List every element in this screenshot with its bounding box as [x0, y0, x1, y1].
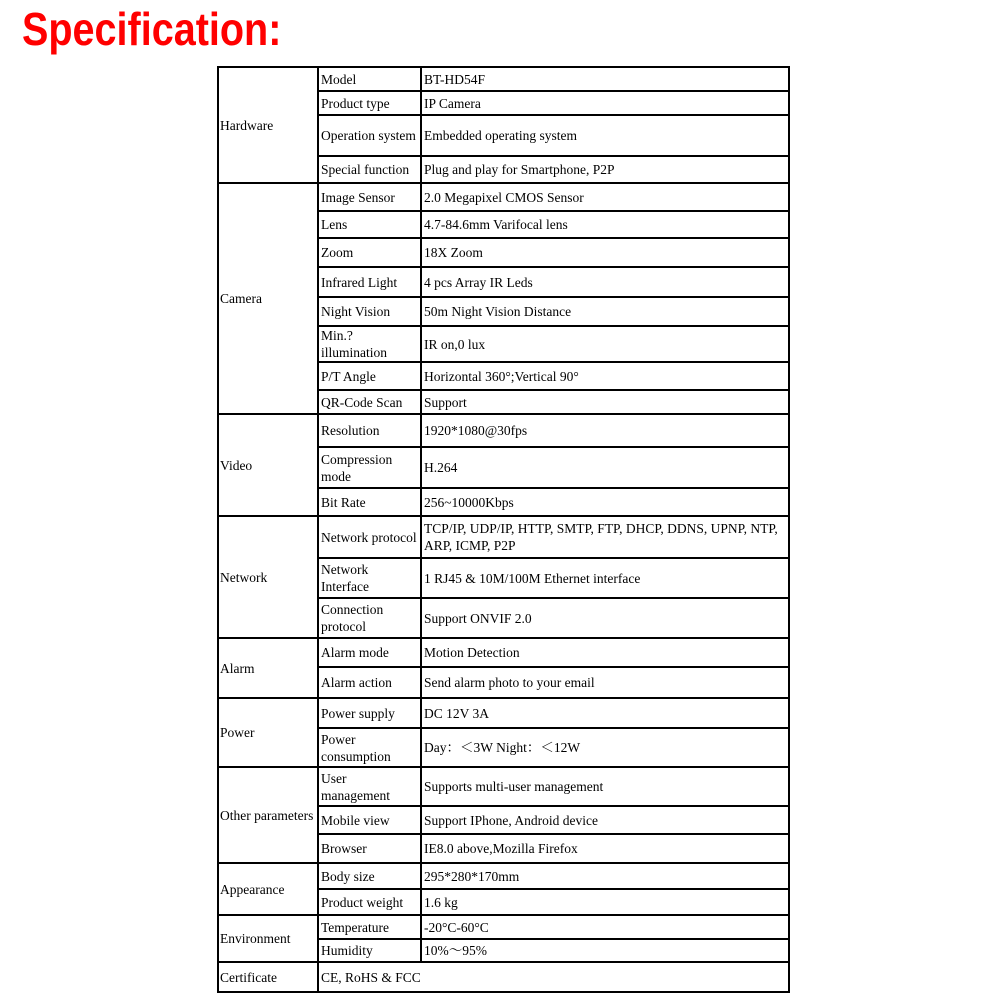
section-label-other-parameters: Other parameters	[218, 767, 318, 863]
spec-label: Product weight	[318, 889, 421, 915]
spec-value: 1920*1080@30fps	[421, 414, 789, 447]
spec-value: Plug and play for Smartphone, P2P	[421, 156, 789, 183]
spec-value: 1.6 kg	[421, 889, 789, 915]
spec-value: 1 RJ45 & 10M/100M Ethernet interface	[421, 558, 789, 598]
spec-value: IR on,0 lux	[421, 326, 789, 362]
spec-label: Alarm mode	[318, 638, 421, 667]
spec-value: CE, RoHS & FCC	[318, 962, 789, 992]
spec-label: Browser	[318, 834, 421, 863]
spec-label: Image Sensor	[318, 183, 421, 211]
section-label-video: Video	[218, 414, 318, 516]
section-label-alarm: Alarm	[218, 638, 318, 698]
section-label-power: Power	[218, 698, 318, 767]
spec-label: Bit Rate	[318, 488, 421, 516]
spec-label: Operation system	[318, 115, 421, 156]
table-row	[218, 183, 789, 211]
spec-value: Day：＜3W Night：＜12W	[421, 728, 789, 767]
spec-label: QR-Code Scan	[318, 390, 421, 414]
spec-value: Horizontal 360°;Vertical 90°	[421, 362, 789, 390]
section-label-hardware: Hardware	[218, 67, 318, 183]
table-row	[218, 638, 789, 667]
spec-label: Power supply	[318, 698, 421, 728]
spec-label: Body size	[318, 863, 421, 889]
spec-value: -20°C-60°C	[421, 915, 789, 939]
spec-value: Support	[421, 390, 789, 414]
spec-value: IP Camera	[421, 91, 789, 115]
spec-label: Compression mode	[318, 447, 421, 488]
spec-label: Resolution	[318, 414, 421, 447]
table-row	[218, 863, 789, 889]
spec-value: 18X Zoom	[421, 238, 789, 267]
spec-value: 4 pcs Array IR Leds	[421, 267, 789, 297]
table-row	[218, 414, 789, 447]
spec-value: DC 12V 3A	[421, 698, 789, 728]
section-label-environment: Environment	[218, 915, 318, 962]
table-row	[218, 698, 789, 728]
spec-value: IE8.0 above,Mozilla Firefox	[421, 834, 789, 863]
spec-value: 295*280*170mm	[421, 863, 789, 889]
page-title: Specification:	[22, 3, 282, 55]
spec-label: Zoom	[318, 238, 421, 267]
spec-value: Send alarm photo to your email	[421, 667, 789, 698]
section-label-appearance: Appearance	[218, 863, 318, 915]
spec-label: Mobile view	[318, 806, 421, 834]
spec-value: Support IPhone, Android device	[421, 806, 789, 834]
spec-label: Connection protocol	[318, 598, 421, 638]
spec-value: Support ONVIF 2.0	[421, 598, 789, 638]
spec-value: TCP/IP, UDP/IP, HTTP, SMTP, FTP, DHCP, DDNS, UPNP, NTP, ARP, ICMP, P2P	[421, 516, 789, 558]
spec-label: Network Interface	[318, 558, 421, 598]
spec-value: 4.7-84.6mm Varifocal lens	[421, 211, 789, 238]
spec-value: H.264	[421, 447, 789, 488]
spec-label: User management	[318, 767, 421, 806]
spec-label: Special function	[318, 156, 421, 183]
spec-value: 2.0 Megapixel CMOS Sensor	[421, 183, 789, 211]
spec-label: Night Vision	[318, 297, 421, 326]
spec-value: Embedded operating system	[421, 115, 789, 156]
spec-label: Model	[318, 67, 421, 91]
spec-value: Motion Detection	[421, 638, 789, 667]
section-label-certificate: Certificate	[218, 962, 318, 992]
spec-label: Alarm action	[318, 667, 421, 698]
spec-table	[217, 66, 790, 993]
spec-label: Infrared Light	[318, 267, 421, 297]
spec-label: Product type	[318, 91, 421, 115]
spec-value: 256~10000Kbps	[421, 488, 789, 516]
spec-label: Power consumption	[318, 728, 421, 767]
table-row	[218, 767, 789, 806]
table-row	[218, 962, 789, 992]
spec-value: 10%～95%	[421, 939, 789, 962]
spec-label: Temperature	[318, 915, 421, 939]
section-label-camera: Camera	[218, 183, 318, 414]
spec-label: Min.?illumination	[318, 326, 421, 362]
table-row	[218, 67, 789, 91]
table-row	[218, 516, 789, 558]
spec-label: P/T Angle	[318, 362, 421, 390]
table-row	[218, 915, 789, 939]
spec-value: BT-HD54F	[421, 67, 789, 91]
spec-label: Lens	[318, 211, 421, 238]
spec-label: Humidity	[318, 939, 421, 962]
spec-label: Network protocol	[318, 516, 421, 558]
spec-value: Supports multi-user management	[421, 767, 789, 806]
spec-value: 50m Night Vision Distance	[421, 297, 789, 326]
section-label-network: Network	[218, 516, 318, 638]
